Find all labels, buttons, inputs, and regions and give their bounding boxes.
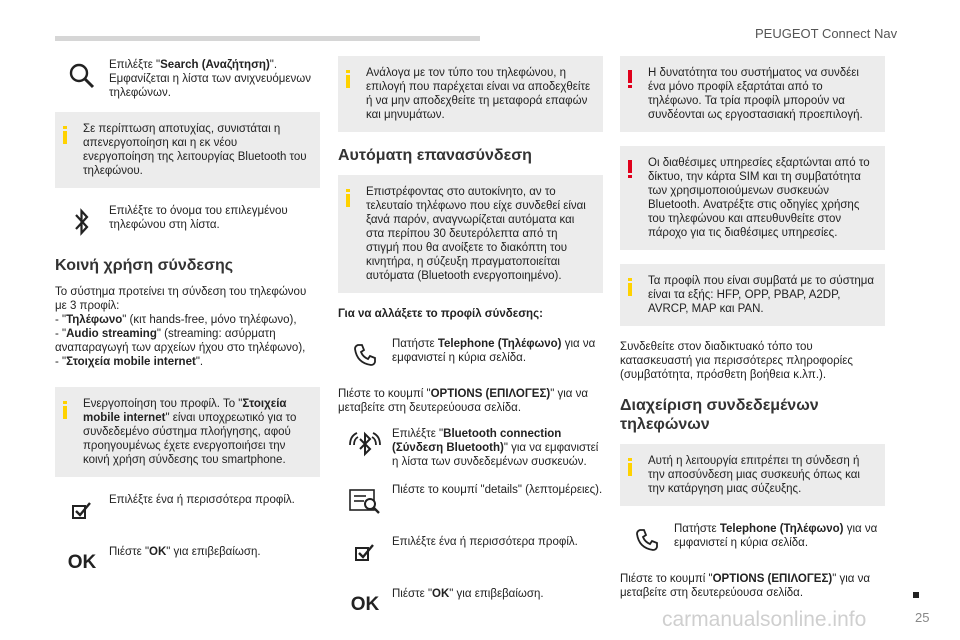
step-text: Πιέστε "OK" για επιβεβαίωση. bbox=[392, 588, 544, 600]
section-title-shared: Κοινή χρήση σύνδεσης bbox=[55, 257, 234, 274]
phone-icon bbox=[620, 520, 674, 560]
step-telephone bbox=[620, 520, 885, 560]
step-ok bbox=[338, 585, 603, 625]
header-rule bbox=[55, 36, 480, 41]
ok-icon: OK bbox=[350, 594, 380, 615]
ok-icon: OK bbox=[67, 552, 97, 573]
step-text: Επιλέξτε "Bluetooth connection (Σύνδεση Bluetooth)" για να εμφανιστεί η λίστα των συνδεδεμένων συσκευών. bbox=[392, 428, 599, 468]
info-note: Ανάλογα με τον τύπο του τηλεφώνου, η επιλογή που παρέχεται είναι να αποδεχθείτε ή να μην αποδεχθείτε τη μεταφορά επαφών και μηνυμάτων. bbox=[338, 56, 603, 132]
list-item: - "Audio streaming" (streaming: ασύρματη αναπαραγωγή των αρχείων ήχου στο τηλέφωνο), bbox=[55, 328, 306, 354]
search-icon bbox=[55, 56, 109, 96]
info-note: Τα προφίλ που είναι συμβατά με το σύστημα είναι τα εξής: HFP, OPP, PBAP, A2DP, AVRCP, MAP και PAN. bbox=[620, 264, 885, 326]
checkbox-icon bbox=[338, 533, 392, 573]
bluetooth-icon bbox=[55, 202, 109, 242]
step-text: Πιέστε "OK" για επιβεβαίωση. bbox=[109, 546, 261, 558]
step-text: Πατήστε Telephone (Τηλέφωνο) για να εμφανιστεί η κύρια σελίδα. bbox=[674, 523, 878, 549]
info-icon bbox=[63, 126, 67, 144]
info-icon bbox=[628, 458, 632, 476]
column-1 bbox=[55, 56, 320, 595]
phone-icon bbox=[338, 335, 392, 375]
header-title: PEUGEOT Connect Nav bbox=[755, 26, 898, 41]
details-search-icon bbox=[338, 481, 392, 521]
info-icon bbox=[346, 189, 350, 207]
step-ok bbox=[55, 543, 320, 583]
info-note: Αυτή η λειτουργία επιτρέπει τη σύνδεση ή την αποσύνδεση μιας συσκευής όπως και την κατάργηση μιας σύζευξης. bbox=[620, 444, 885, 506]
subheading-change-profile: Για να αλλάξετε το προφίλ σύνδεσης: bbox=[338, 308, 543, 320]
page-marker bbox=[913, 592, 919, 598]
step-select-name bbox=[55, 202, 320, 242]
column-3 bbox=[620, 56, 885, 610]
step-search bbox=[55, 56, 320, 100]
paragraph: Το σύστημα προτείνει τη σύνδεση του τηλεφώνου με 3 προφίλ: bbox=[55, 286, 307, 312]
section-title-manage: Διαχείριση συνδεδεμένων τηλεφώνων bbox=[620, 397, 819, 433]
info-note: Επιστρέφοντας στο αυτοκίνητο, αν το τελευταίο τηλέφωνο που είχε συνδεθεί είναι ξανά παρόν, αναγνωρίζεται αυτόματα και στα περίπου 30 δευτερόλεπτα από τη στιγμή που θα ανοίξετε το διακόπτη του κινητήρα, η σύζευξη πραγματοποιείται αυτόματα (Bluetooth ενεργοποιημένο). bbox=[338, 175, 603, 293]
list-item: - "Στοιχεία mobile internet". bbox=[55, 356, 204, 368]
paragraph: Πιέστε το κουμπί "OPTIONS (ΕΠΙΛΟΓΕΣ)" για να μεταβείτε στη δευτερεύουσα σελίδα. bbox=[620, 573, 871, 599]
step-details bbox=[338, 481, 603, 521]
step-text: Πατήστε Telephone (Τηλέφωνο) για να εμφανιστεί η κύρια σελίδα. bbox=[392, 338, 596, 364]
bluetooth-connection-icon bbox=[338, 425, 392, 465]
info-note: Ενεργοποίηση του προφίλ. Το "Στοιχεία mobile internet" είναι υποχρεωτικό για το συνδεδεμένο σύστημα πλοήγησης, αφού προηγουμένως έχετε ενεργοποιήσει την κοινή χρήση σύνδεσης του smartphone. bbox=[55, 387, 320, 477]
checkbox-icon bbox=[55, 491, 109, 531]
watermark: carmanualsonline.info bbox=[662, 608, 867, 631]
paragraph: Συνδεθείτε στον διαδικτυακό τόπο του κατασκευαστή για περισσότερες πληροφορίες (συμβατότητα, πρόσθετη βοήθεια κ.λπ.). bbox=[620, 341, 853, 381]
page-number: 25 bbox=[915, 610, 930, 625]
warning-icon bbox=[628, 160, 632, 180]
paragraph: Πιέστε το κουμπί "OPTIONS (ΕΠΙΛΟΓΕΣ)" για να μεταβείτε στη δευτερεύουσα σελίδα. bbox=[338, 388, 589, 414]
step-text: Επιλέξτε ένα ή περισσότερα προφίλ. bbox=[392, 536, 578, 548]
section-title-auto: Αυτόματη επανασύνδεση bbox=[338, 147, 532, 164]
step-bluetooth-connection bbox=[338, 425, 603, 469]
step-text: Επιλέξτε "Search (Αναζήτηση)". Εμφανίζεται η λίστα των ανιχνευόμενων τηλεφώνων. bbox=[109, 59, 311, 99]
step-profiles bbox=[55, 491, 320, 531]
info-note: Σε περίπτωση αποτυχίας, συνιστάται η απενεργοποίηση και η εκ νέου ενεργοποίηση της λειτουργίας Bluetooth του τηλεφώνου. bbox=[55, 112, 320, 188]
step-telephone bbox=[338, 335, 603, 375]
info-icon bbox=[346, 70, 350, 88]
step-text: Πιέστε το κουμπί "details" (λεπτομέρειες). bbox=[392, 484, 603, 496]
step-profiles bbox=[338, 533, 603, 573]
step-text: Επιλέξτε το όνομα του επιλεγμένου τηλεφώνου στη λίστα. bbox=[109, 205, 288, 231]
warning-note: Η δυνατότητα του συστήματος να συνδέει ένα μόνο προφίλ εξαρτάται από το τηλέφωνο. Τα τρία προφίλ μπορούν να συνδέονται ως εργοστασιακή προεπιλογή. bbox=[620, 56, 885, 132]
list-item: - "Τηλέφωνο" (κιτ hands-free, μόνο τηλέφωνο), bbox=[55, 314, 297, 326]
profile-list bbox=[55, 313, 320, 369]
info-icon bbox=[628, 278, 632, 296]
column-2 bbox=[338, 56, 603, 637]
warning-note: Οι διαθέσιμες υπηρεσίες εξαρτώνται από το δίκτυο, την κάρτα SIM και τη συμβατότητα των χρησιμοποιούμενων συσκευών Bluetooth. Ανατρέξτε στις οδηγίες χρήσης του τηλεφώνου και απευθυνθείτε στον πάροχο για τις διαθέσιμες υπηρεσίες. bbox=[620, 146, 885, 250]
warning-icon bbox=[628, 70, 632, 90]
step-text: Επιλέξτε ένα ή περισσότερα προφίλ. bbox=[109, 494, 295, 506]
info-icon bbox=[63, 401, 67, 419]
